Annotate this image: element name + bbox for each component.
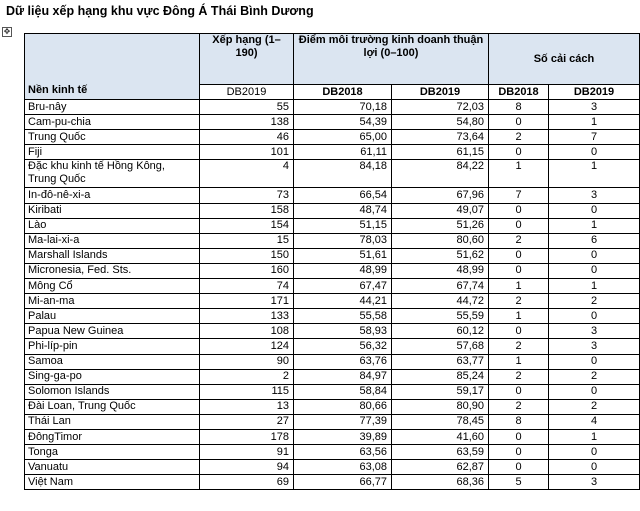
table-row bbox=[25, 263, 640, 278]
cell-reforms-2019: 6 bbox=[549, 233, 640, 248]
cell-reforms-2018: 2 bbox=[489, 130, 549, 145]
cell-score-2019: 48,99 bbox=[392, 263, 489, 278]
cell-score-2018: 66,77 bbox=[294, 475, 392, 490]
header-rank: Xếp hạng (1–190) bbox=[200, 34, 294, 85]
cell-reforms-2019: 0 bbox=[549, 248, 640, 263]
cell-reforms-2019: 3 bbox=[549, 188, 640, 203]
cell-country: Vanuatu bbox=[25, 460, 200, 475]
table-row bbox=[25, 100, 640, 115]
cell-rank: 46 bbox=[200, 130, 294, 145]
ranking-table bbox=[24, 33, 640, 490]
cell-rank: 101 bbox=[200, 145, 294, 160]
cell-reforms-2019: 0 bbox=[549, 145, 640, 160]
cell-reforms-2019: 2 bbox=[549, 399, 640, 414]
cell-score-2018: 55,58 bbox=[294, 309, 392, 324]
cell-rank: 73 bbox=[200, 188, 294, 203]
cell-reforms-2018: 0 bbox=[489, 263, 549, 278]
cell-reforms-2019: 3 bbox=[549, 475, 640, 490]
subheader-reforms-db2019: DB2019 bbox=[549, 85, 640, 100]
cell-country: Sing-ga-po bbox=[25, 369, 200, 384]
table-row bbox=[25, 294, 640, 309]
cell-country: Samoa bbox=[25, 354, 200, 369]
header-country: Nền kinh tế bbox=[25, 34, 200, 100]
cell-reforms-2019: 1 bbox=[549, 279, 640, 294]
table-row bbox=[25, 188, 640, 203]
cell-reforms-2018: 0 bbox=[489, 445, 549, 460]
cell-score-2019: 41,60 bbox=[392, 429, 489, 444]
subheader-score-db2018: DB2018 bbox=[294, 85, 392, 100]
cell-score-2018: 51,61 bbox=[294, 248, 392, 263]
cell-score-2018: 63,08 bbox=[294, 460, 392, 475]
cell-score-2019: 61,15 bbox=[392, 145, 489, 160]
cell-reforms-2018: 2 bbox=[489, 369, 549, 384]
cell-rank: 2 bbox=[200, 369, 294, 384]
cell-reforms-2019: 1 bbox=[549, 160, 640, 188]
cell-score-2019: 63,77 bbox=[392, 354, 489, 369]
cell-country: Lào bbox=[25, 218, 200, 233]
cell-rank: 115 bbox=[200, 384, 294, 399]
cell-score-2019: 51,62 bbox=[392, 248, 489, 263]
cell-score-2018: 78,03 bbox=[294, 233, 392, 248]
cell-rank: 171 bbox=[200, 294, 294, 309]
cell-reforms-2019: 0 bbox=[549, 384, 640, 399]
table-row bbox=[25, 309, 640, 324]
cell-country: Papua New Guinea bbox=[25, 324, 200, 339]
table-row bbox=[25, 130, 640, 145]
cell-reforms-2019: 1 bbox=[549, 115, 640, 130]
cell-reforms-2019: 7 bbox=[549, 130, 640, 145]
cell-rank: 178 bbox=[200, 429, 294, 444]
table-row bbox=[25, 160, 640, 188]
cell-score-2019: 62,87 bbox=[392, 460, 489, 475]
cell-reforms-2019: 3 bbox=[549, 339, 640, 354]
cell-reforms-2018: 1 bbox=[489, 354, 549, 369]
cell-country: Bru-nây bbox=[25, 100, 200, 115]
cell-rank: 74 bbox=[200, 279, 294, 294]
cell-rank: 154 bbox=[200, 218, 294, 233]
cell-reforms-2019: 0 bbox=[549, 445, 640, 460]
cell-reforms-2018: 1 bbox=[489, 309, 549, 324]
table-move-handle-icon[interactable]: ✥ bbox=[3, 27, 11, 36]
cell-country: Micronesia, Fed. Sts. bbox=[25, 263, 200, 278]
cell-score-2019: 55,59 bbox=[392, 309, 489, 324]
cell-reforms-2019: 2 bbox=[549, 294, 640, 309]
cell-score-2018: 77,39 bbox=[294, 414, 392, 429]
cell-rank: 91 bbox=[200, 445, 294, 460]
cell-reforms-2018: 0 bbox=[489, 460, 549, 475]
table-row bbox=[25, 233, 640, 248]
cell-rank: 160 bbox=[200, 263, 294, 278]
cell-reforms-2018: 5 bbox=[489, 475, 549, 490]
table-row bbox=[25, 145, 640, 160]
table-row bbox=[25, 369, 640, 384]
cell-score-2019: 80,90 bbox=[392, 399, 489, 414]
cell-reforms-2018: 7 bbox=[489, 188, 549, 203]
cell-score-2018: 65,00 bbox=[294, 130, 392, 145]
cell-reforms-2018: 0 bbox=[489, 218, 549, 233]
cell-rank: 133 bbox=[200, 309, 294, 324]
cell-reforms-2018: 0 bbox=[489, 324, 549, 339]
table-row bbox=[25, 384, 640, 399]
cell-score-2019: 68,36 bbox=[392, 475, 489, 490]
table-row bbox=[25, 218, 640, 233]
cell-country: Solomon Islands bbox=[25, 384, 200, 399]
cell-reforms-2018: 2 bbox=[489, 399, 549, 414]
cell-reforms-2018: 1 bbox=[489, 160, 549, 188]
cell-score-2019: 73,64 bbox=[392, 130, 489, 145]
cell-score-2018: 48,74 bbox=[294, 203, 392, 218]
table-row bbox=[25, 475, 640, 490]
cell-reforms-2019: 3 bbox=[549, 100, 640, 115]
cell-country: Kiribati bbox=[25, 203, 200, 218]
cell-reforms-2018: 0 bbox=[489, 248, 549, 263]
cell-reforms-2018: 2 bbox=[489, 339, 549, 354]
cell-reforms-2018: 2 bbox=[489, 233, 549, 248]
cell-reforms-2019: 3 bbox=[549, 324, 640, 339]
cell-rank: 150 bbox=[200, 248, 294, 263]
cell-reforms-2019: 4 bbox=[549, 414, 640, 429]
cell-score-2019: 67,96 bbox=[392, 188, 489, 203]
cell-country: ĐôngTimor bbox=[25, 429, 200, 444]
cell-score-2018: 84,97 bbox=[294, 369, 392, 384]
cell-country: Mông Cổ bbox=[25, 279, 200, 294]
cell-score-2018: 54,39 bbox=[294, 115, 392, 130]
table-row bbox=[25, 399, 640, 414]
cell-rank: 13 bbox=[200, 399, 294, 414]
cell-rank: 55 bbox=[200, 100, 294, 115]
cell-score-2019: 84,22 bbox=[392, 160, 489, 188]
cell-country: Tonga bbox=[25, 445, 200, 460]
cell-rank: 69 bbox=[200, 475, 294, 490]
cell-score-2018: 70,18 bbox=[294, 100, 392, 115]
table-row bbox=[25, 279, 640, 294]
cell-rank: 108 bbox=[200, 324, 294, 339]
cell-rank: 15 bbox=[200, 233, 294, 248]
cell-country: Mi-an-ma bbox=[25, 294, 200, 309]
table-row bbox=[25, 339, 640, 354]
cell-country: Fiji bbox=[25, 145, 200, 160]
cell-country: Marshall Islands bbox=[25, 248, 200, 263]
cell-country: Thái Lan bbox=[25, 414, 200, 429]
cell-score-2019: 67,74 bbox=[392, 279, 489, 294]
cell-reforms-2018: 0 bbox=[489, 145, 549, 160]
cell-score-2019: 63,59 bbox=[392, 445, 489, 460]
cell-score-2018: 44,21 bbox=[294, 294, 392, 309]
cell-score-2019: 49,07 bbox=[392, 203, 489, 218]
table-row bbox=[25, 324, 640, 339]
cell-reforms-2018: 1 bbox=[489, 279, 549, 294]
table-row bbox=[25, 203, 640, 218]
cell-reforms-2018: 0 bbox=[489, 429, 549, 444]
cell-rank: 27 bbox=[200, 414, 294, 429]
cell-reforms-2019: 1 bbox=[549, 218, 640, 233]
cell-country: Palau bbox=[25, 309, 200, 324]
cell-score-2019: 44,72 bbox=[392, 294, 489, 309]
cell-score-2018: 58,93 bbox=[294, 324, 392, 339]
cell-score-2019: 54,80 bbox=[392, 115, 489, 130]
cell-reforms-2018: 8 bbox=[489, 414, 549, 429]
cell-rank: 124 bbox=[200, 339, 294, 354]
cell-country: Đặc khu kinh tế Hồng Kông, Trung Quốc bbox=[25, 160, 200, 188]
cell-rank: 138 bbox=[200, 115, 294, 130]
cell-reforms-2018: 8 bbox=[489, 100, 549, 115]
subheader-rank-db2019: DB2019 bbox=[200, 85, 294, 100]
cell-rank: 90 bbox=[200, 354, 294, 369]
cell-rank: 4 bbox=[200, 160, 294, 188]
cell-country: Việt Nam bbox=[25, 475, 200, 490]
cell-score-2018: 51,15 bbox=[294, 218, 392, 233]
cell-score-2018: 67,47 bbox=[294, 279, 392, 294]
table-row bbox=[25, 248, 640, 263]
cell-country: Ma-lai-xi-a bbox=[25, 233, 200, 248]
cell-rank: 94 bbox=[200, 460, 294, 475]
cell-score-2018: 61,11 bbox=[294, 145, 392, 160]
header-reforms: Số cải cách bbox=[489, 34, 640, 85]
cell-country: Phi-líp-pin bbox=[25, 339, 200, 354]
cell-reforms-2019: 0 bbox=[549, 460, 640, 475]
cell-reforms-2018: 0 bbox=[489, 203, 549, 218]
cell-score-2018: 63,56 bbox=[294, 445, 392, 460]
cell-reforms-2019: 0 bbox=[549, 354, 640, 369]
subheader-score-db2019: DB2019 bbox=[392, 85, 489, 100]
cell-score-2019: 51,26 bbox=[392, 218, 489, 233]
cell-score-2019: 78,45 bbox=[392, 414, 489, 429]
cell-score-2019: 85,24 bbox=[392, 369, 489, 384]
cell-score-2018: 48,99 bbox=[294, 263, 392, 278]
cell-reforms-2018: 0 bbox=[489, 384, 549, 399]
cell-rank: 158 bbox=[200, 203, 294, 218]
table-row bbox=[25, 414, 640, 429]
subheader-reforms-db2018: DB2018 bbox=[489, 85, 549, 100]
cell-score-2019: 59,17 bbox=[392, 384, 489, 399]
cell-reforms-2018: 0 bbox=[489, 115, 549, 130]
cell-score-2019: 57,68 bbox=[392, 339, 489, 354]
cell-score-2018: 39,89 bbox=[294, 429, 392, 444]
cell-country: Cam-pu-chia bbox=[25, 115, 200, 130]
cell-score-2018: 66,54 bbox=[294, 188, 392, 203]
cell-score-2018: 84,18 bbox=[294, 160, 392, 188]
cell-reforms-2018: 2 bbox=[489, 294, 549, 309]
cell-country: Trung Quốc bbox=[25, 130, 200, 145]
cell-score-2019: 72,03 bbox=[392, 100, 489, 115]
cell-reforms-2019: 0 bbox=[549, 309, 640, 324]
cell-country: In-đô-nê-xi-a bbox=[25, 188, 200, 203]
table-row bbox=[25, 460, 640, 475]
cell-reforms-2019: 2 bbox=[549, 369, 640, 384]
cell-score-2018: 63,76 bbox=[294, 354, 392, 369]
cell-reforms-2019: 0 bbox=[549, 263, 640, 278]
cell-country: Đài Loan, Trung Quốc bbox=[25, 399, 200, 414]
cell-score-2018: 80,66 bbox=[294, 399, 392, 414]
cell-reforms-2019: 1 bbox=[549, 429, 640, 444]
table-row bbox=[25, 354, 640, 369]
cell-reforms-2019: 0 bbox=[549, 203, 640, 218]
table-row bbox=[25, 429, 640, 444]
cell-score-2018: 56,32 bbox=[294, 339, 392, 354]
table-row bbox=[25, 115, 640, 130]
table-row bbox=[25, 445, 640, 460]
header-score: Điểm môi trường kinh doanh thuận lợi (0–100) bbox=[294, 34, 489, 85]
cell-score-2019: 80,60 bbox=[392, 233, 489, 248]
cell-score-2018: 58,84 bbox=[294, 384, 392, 399]
cell-score-2019: 60,12 bbox=[392, 324, 489, 339]
document-title: Dữ liệu xếp hạng khu vực Đông Á Thái Bình Dương bbox=[6, 4, 314, 18]
